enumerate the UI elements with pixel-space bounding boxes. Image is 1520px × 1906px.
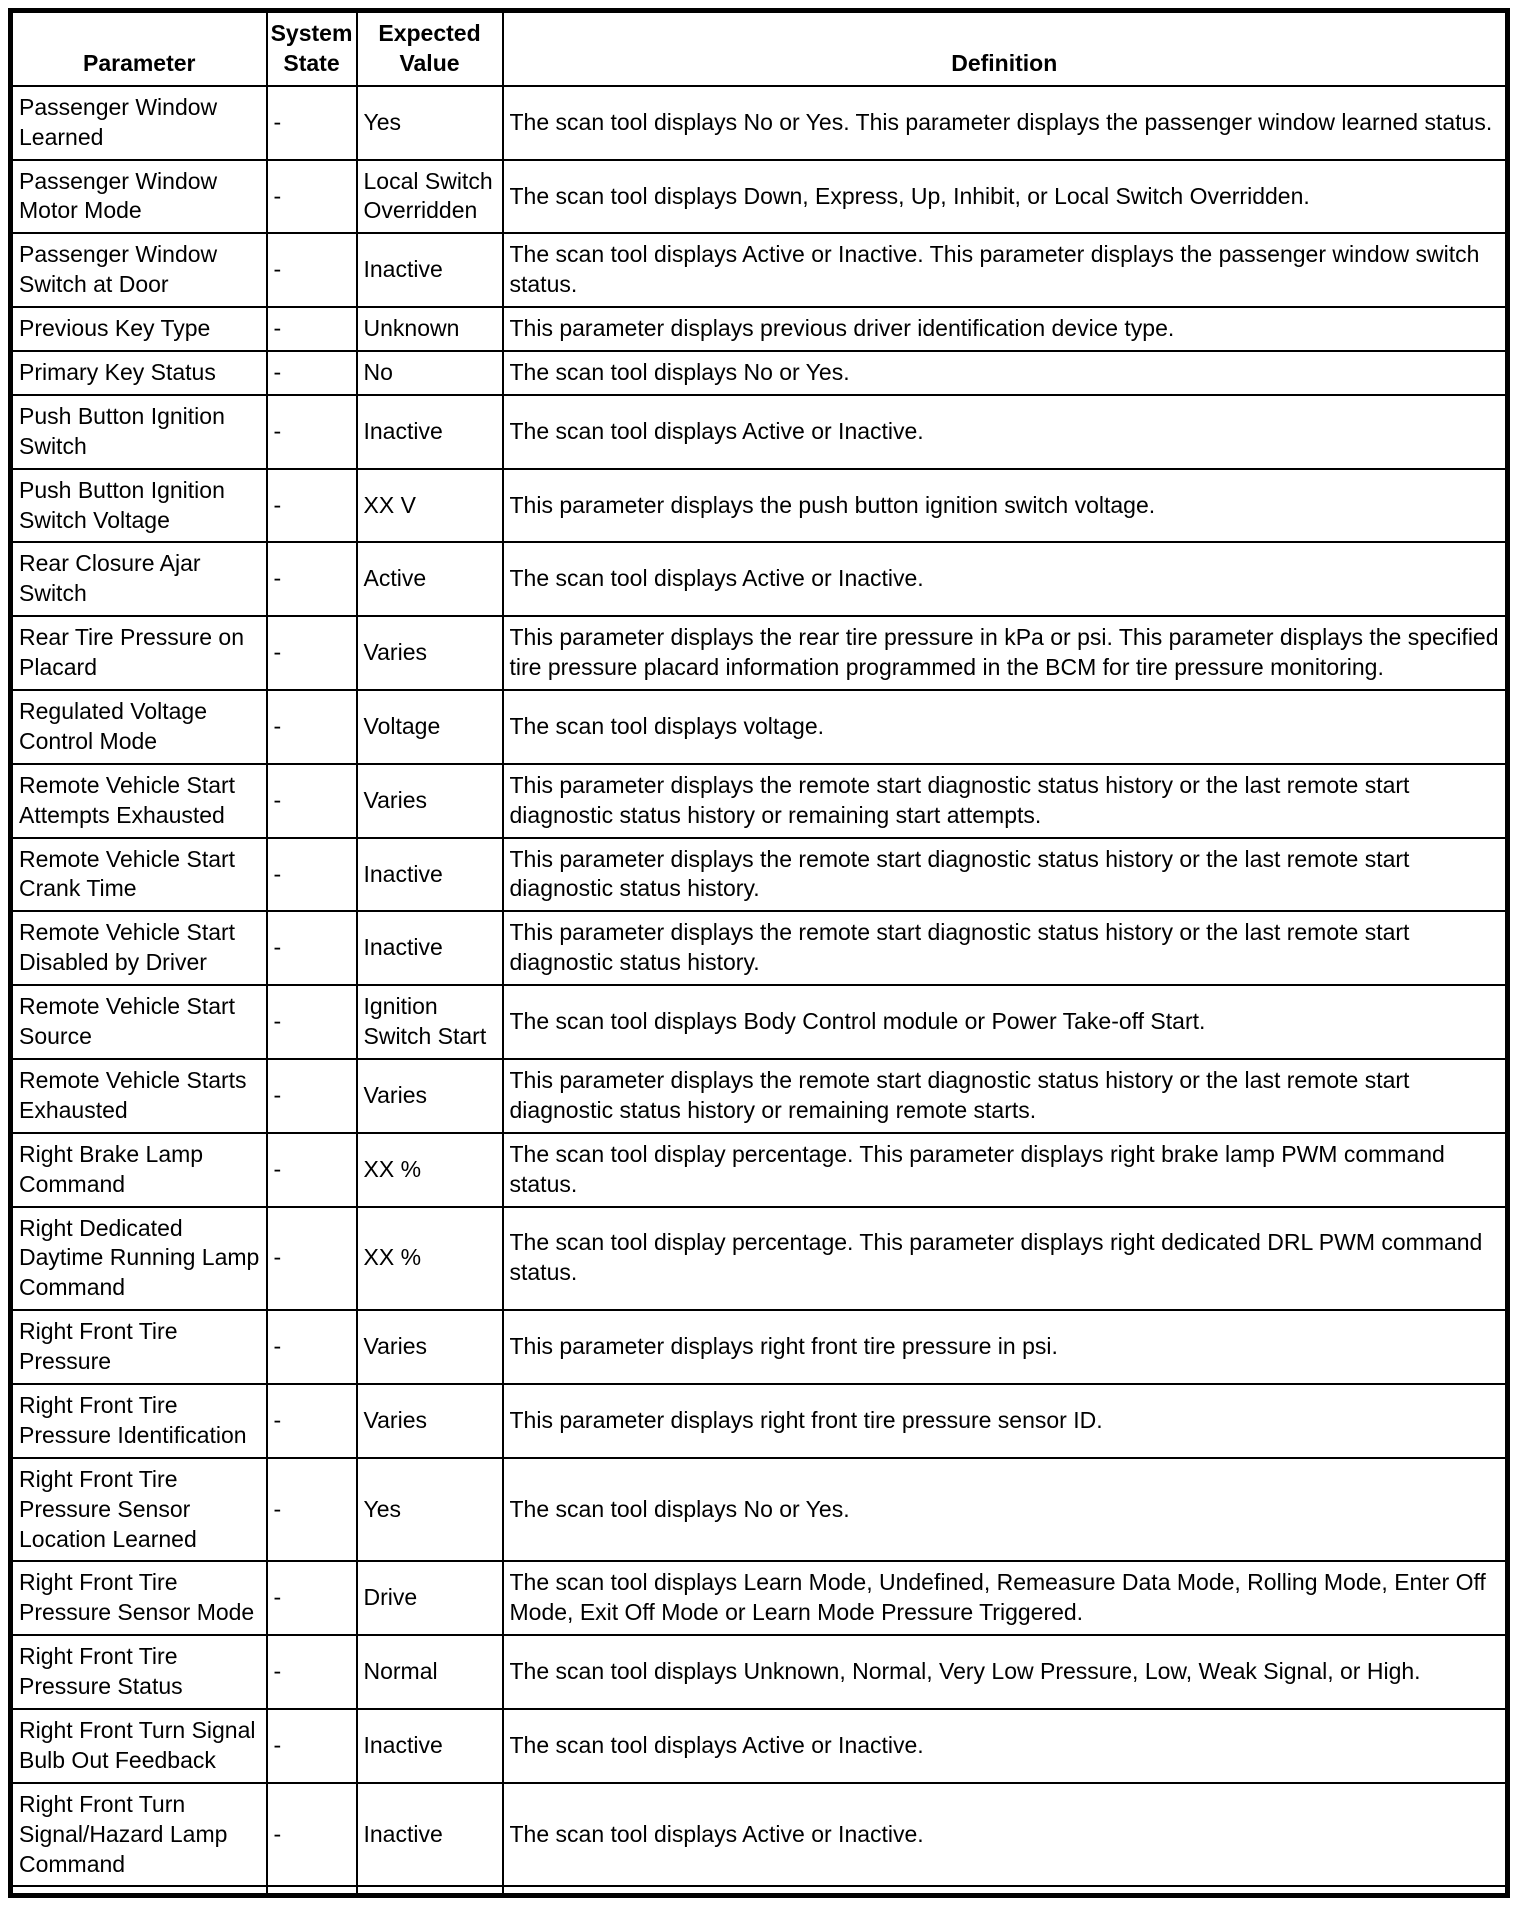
parameter-cell: Remote Vehicle Start Crank Time — [11, 838, 267, 912]
definition-cell: This parameter displays the remote start diagnostic status history or the last remote start diagnostic status history. — [503, 838, 1508, 912]
table-row — [11, 1059, 1508, 1133]
definition-cell: This parameter displays the remote start diagnostic status history or the last remote start diagnostic status history. — [503, 911, 1508, 985]
expected-value-cell: Inactive — [357, 1783, 503, 1887]
table-row — [11, 1133, 1508, 1207]
definition-cell: The scan tool displays voltage. — [503, 690, 1508, 764]
table-row — [11, 690, 1508, 764]
parameter-cell: Right Dedicated Daytime Running Lamp Command — [11, 1207, 267, 1311]
table-row — [11, 233, 1508, 307]
system-state-cell: - — [267, 1635, 357, 1709]
expected-value-cell: Varies — [357, 1059, 503, 1133]
definition-cell: This parameter displays the push button ignition switch voltage. — [503, 469, 1508, 543]
table-row — [11, 1310, 1508, 1384]
table-row — [11, 1384, 1508, 1458]
parameter-cell: Right Front Turn Signal/Hazard Lamp Command — [11, 1783, 267, 1887]
table-row — [11, 1458, 1508, 1562]
definition-cell: The scan tool displays Down, Express, Up, Inhibit, or Local Switch Overridden. — [503, 160, 1508, 234]
system-state-cell: - — [267, 351, 357, 395]
parameter-cell: Remote Vehicle Start Attempts Exhausted — [11, 764, 267, 838]
header-definition: Definition — [503, 11, 1508, 86]
parameter-cell: Regulated Voltage Control Mode — [11, 690, 267, 764]
definition-cell: The scan tool displays Learn Mode, Undefined, Remeasure Data Mode, Rolling Mode, Enter Off Mode, Exit Off Mode or Learn Mode Pressure Triggered. — [503, 1561, 1508, 1635]
expected-value-cell: Unknown — [357, 307, 503, 351]
parameter-cell: Remote Vehicle Start Disabled by Driver — [11, 911, 267, 985]
system-state-cell: - — [267, 985, 357, 1059]
header-expected-value: Expected Value — [357, 11, 503, 86]
table-row — [11, 86, 1508, 160]
system-state-cell: - — [267, 1384, 357, 1458]
expected-value-cell: Voltage — [357, 690, 503, 764]
expected-value-cell: Yes — [357, 1458, 503, 1562]
system-state-cell: - — [267, 233, 357, 307]
expected-value-cell: No — [357, 351, 503, 395]
table-row — [11, 1783, 1508, 1887]
system-state-cell: - — [267, 542, 357, 616]
parameter-cell: Right Front Turn Signal Bulb Out Feedback — [11, 1709, 267, 1783]
system-state-cell: - — [267, 1458, 357, 1562]
table-row — [11, 1709, 1508, 1783]
definition-cell: The scan tool displays Body Control module or Power Take-off Start. — [503, 985, 1508, 1059]
system-state-cell: - — [267, 1133, 357, 1207]
table-row — [11, 985, 1508, 1059]
expected-value-cell: XX % — [357, 1207, 503, 1311]
system-state-cell: - — [267, 1783, 357, 1887]
table-row — [11, 542, 1508, 616]
definition-cell: This parameter displays right front tire pressure in psi. — [503, 1310, 1508, 1384]
expected-value-cell: Yes — [357, 86, 503, 160]
parameter-cell: Right Brake Lamp Command — [11, 1133, 267, 1207]
definition-cell — [503, 1886, 1508, 1896]
system-state-cell: - — [267, 838, 357, 912]
table-row — [11, 616, 1508, 690]
definition-cell: The scan tool display percentage. This parameter displays right brake lamp PWM command status. — [503, 1133, 1508, 1207]
definition-cell: The scan tool displays Active or Inactive. — [503, 1709, 1508, 1783]
expected-value-cell: Drive — [357, 1561, 503, 1635]
system-state-cell: - — [267, 307, 357, 351]
parameter-cell: Rear Closure Ajar Switch — [11, 542, 267, 616]
parameter-cell: Passenger Window Learned — [11, 86, 267, 160]
table-row — [11, 469, 1508, 543]
expected-value-cell: Inactive — [357, 395, 503, 469]
parameter-cell: Right Front Tire Pressure Status — [11, 1635, 267, 1709]
definition-cell: The scan tool displays Active or Inactive. This parameter displays the passenger window switch status. — [503, 233, 1508, 307]
system-state-cell: - — [267, 86, 357, 160]
header-system-state: System State — [267, 11, 357, 86]
parameter-cell: Rear Tire Pressure on Placard — [11, 616, 267, 690]
parameter-cell: Remote Vehicle Start Source — [11, 985, 267, 1059]
expected-value-cell: Varies — [357, 764, 503, 838]
table-row — [11, 1635, 1508, 1709]
system-state-cell: - — [267, 160, 357, 234]
expected-value-cell: Varies — [357, 1310, 503, 1384]
parameter-cell: Right Front Tire Pressure Sensor Location Learned — [11, 1458, 267, 1562]
system-state-cell: - — [267, 1709, 357, 1783]
expected-value-cell — [357, 1886, 503, 1896]
system-state-cell — [267, 1886, 357, 1896]
system-state-cell: - — [267, 616, 357, 690]
expected-value-cell: Normal — [357, 1635, 503, 1709]
system-state-cell: - — [267, 395, 357, 469]
definition-cell: This parameter displays the remote start diagnostic status history or the last remote start diagnostic status history or remaining start attempts. — [503, 764, 1508, 838]
expected-value-cell: Varies — [357, 616, 503, 690]
table-row — [11, 160, 1508, 234]
table-row — [11, 307, 1508, 351]
parameter-cell: Previous Key Type — [11, 307, 267, 351]
spacer-row — [11, 1886, 1508, 1896]
table-row — [11, 351, 1508, 395]
definition-cell: The scan tool displays No or Yes. — [503, 1458, 1508, 1562]
definition-cell: The scan tool displays Unknown, Normal, Very Low Pressure, Low, Weak Signal, or High. — [503, 1635, 1508, 1709]
parameters-table — [8, 8, 1510, 1898]
expected-value-cell: XX V — [357, 469, 503, 543]
parameter-cell: Push Button Ignition Switch — [11, 395, 267, 469]
system-state-cell: - — [267, 764, 357, 838]
definition-cell: The scan tool displays No or Yes. — [503, 351, 1508, 395]
expected-value-cell: Inactive — [357, 233, 503, 307]
expected-value-cell: Ignition Switch Start — [357, 985, 503, 1059]
table-row — [11, 1207, 1508, 1311]
table-row — [11, 838, 1508, 912]
expected-value-cell: Inactive — [357, 1709, 503, 1783]
system-state-cell: - — [267, 1310, 357, 1384]
definition-cell: The scan tool displays Active or Inactive. — [503, 395, 1508, 469]
system-state-cell: - — [267, 690, 357, 764]
definition-cell: The scan tool displays No or Yes. This parameter displays the passenger window learned status. — [503, 86, 1508, 160]
definition-cell: This parameter displays the rear tire pressure in kPa or psi. This parameter displays the specified tire pressure placard information programmed in the BCM for tire pressure monitoring. — [503, 616, 1508, 690]
header-row — [11, 11, 1508, 86]
system-state-cell: - — [267, 469, 357, 543]
parameter-cell: Primary Key Status — [11, 351, 267, 395]
expected-value-cell: XX % — [357, 1133, 503, 1207]
parameter-cell: Passenger Window Motor Mode — [11, 160, 267, 234]
expected-value-cell: Active — [357, 542, 503, 616]
expected-value-cell: Inactive — [357, 911, 503, 985]
definition-cell: The scan tool display percentage. This parameter displays right dedicated DRL PWM command status. — [503, 1207, 1508, 1311]
table-row — [11, 1561, 1508, 1635]
definition-cell: This parameter displays right front tire pressure sensor ID. — [503, 1384, 1508, 1458]
definition-cell: The scan tool displays Active or Inactive. — [503, 1783, 1508, 1887]
expected-value-cell: Local Switch Overridden — [357, 160, 503, 234]
expected-value-cell: Inactive — [357, 838, 503, 912]
parameter-cell: Push Button Ignition Switch Voltage — [11, 469, 267, 543]
parameter-cell: Remote Vehicle Starts Exhausted — [11, 1059, 267, 1133]
system-state-cell: - — [267, 1059, 357, 1133]
definition-cell: This parameter displays the remote start diagnostic status history or the last remote start diagnostic status history or remaining remote starts. — [503, 1059, 1508, 1133]
table-row — [11, 911, 1508, 985]
header-parameter: Parameter — [11, 11, 267, 86]
parameter-cell: Right Front Tire Pressure Sensor Mode — [11, 1561, 267, 1635]
parameter-cell: Passenger Window Switch at Door — [11, 233, 267, 307]
table-body — [11, 86, 1508, 1896]
system-state-cell: - — [267, 911, 357, 985]
system-state-cell: - — [267, 1207, 357, 1311]
system-state-cell: - — [267, 1561, 357, 1635]
parameter-cell — [11, 1886, 267, 1896]
table-row — [11, 764, 1508, 838]
table-row — [11, 395, 1508, 469]
definition-cell: This parameter displays previous driver identification device type. — [503, 307, 1508, 351]
parameter-cell: Right Front Tire Pressure Identification — [11, 1384, 267, 1458]
expected-value-cell: Varies — [357, 1384, 503, 1458]
parameter-cell: Right Front Tire Pressure — [11, 1310, 267, 1384]
definition-cell: The scan tool displays Active or Inactive. — [503, 542, 1508, 616]
